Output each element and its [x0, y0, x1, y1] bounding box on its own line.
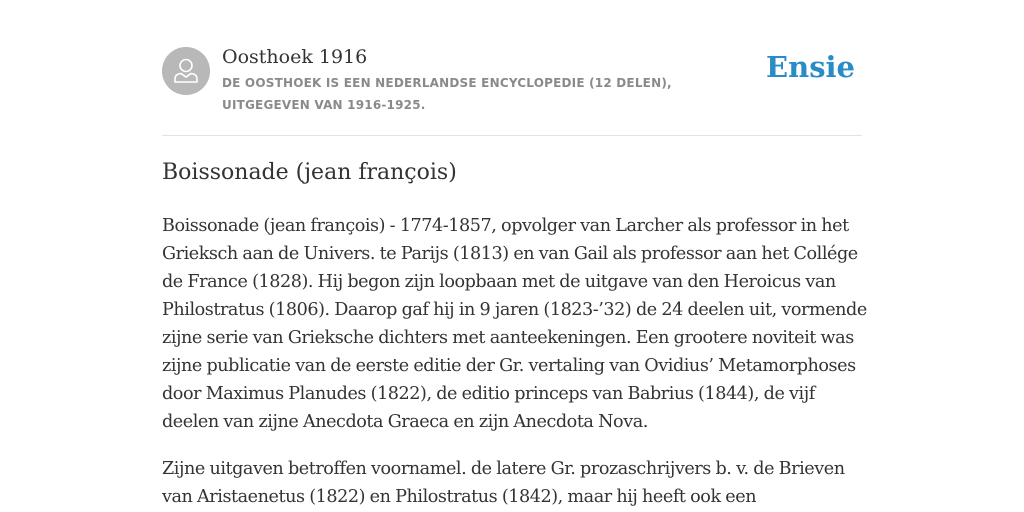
article-paragraph: Boissonade (jean françois) - 1774-1857, opvolger van Larcher als professor in het Grieksch aan de Univers. te Parijs (1813) en van Gail als professor aan het Collége de France (1828). Hij begon zijn loopbaan met de uitgave van den Heroicus van Philostratus (1806). Daarop gaf hij in 9 jaren (1823-’32) de 24 deelen uit, vormende zijne serie van Grieksche dichters met aanteekeningen. Een grootere noviteit was zijne publicatie van de eerste editie der Gr. vertaling van Ovidius’ Metamorphoses door Maximus Planudes (1822), de editio princeps van Babrius (1844), de vijf deelen van zijne Anecdota Graeca en zijn Anecdota Nova.	[162, 216, 867, 432]
page-container	[162, 0, 867, 507]
source-name[interactable]: Oosthoek 1916	[222, 46, 368, 68]
article-title: Boissonade (jean françois)	[162, 160, 457, 185]
avatar[interactable]	[162, 47, 210, 95]
user-placeholder-icon	[162, 47, 210, 95]
source-header	[162, 0, 862, 136]
article-paragraph: Zijne uitgaven betroffen voornamel. de latere Gr. prozaschrijvers b. v. de Brieven van Aristaenetus (1822) en Philostratus (1842), maar hij heeft ook een	[162, 459, 845, 507]
article-body	[162, 212, 867, 512]
ensie-logo[interactable]: Ensie	[766, 50, 855, 84]
source-description: DE OOSTHOEK IS EEN NEDERLANDSE ENCYCLOPEDIE (12 DELEN), UITGEGEVEN VAN 1916-1925.	[222, 76, 672, 112]
